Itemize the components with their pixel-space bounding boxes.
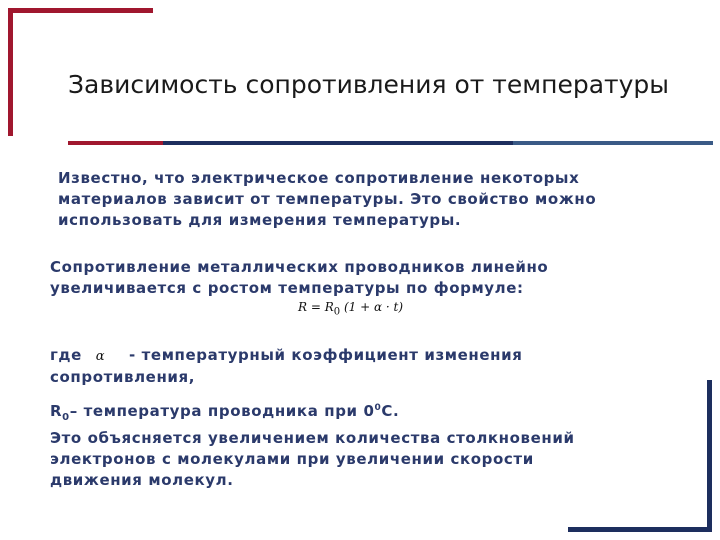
r0-letter: R <box>50 402 63 420</box>
formula-rhs: (1 + α · t) <box>340 300 404 314</box>
law-paragraph <box>50 257 548 299</box>
law-line: увеличивается с ростом температуры по формуле: <box>50 279 524 297</box>
formula-r0-subscript: 0 <box>333 306 341 318</box>
r0-text: – температура проводника при 0 <box>69 402 375 420</box>
explanation-paragraph <box>50 428 575 491</box>
intro-line: материалов зависит от температуры. Это свойство можно <box>58 190 597 208</box>
where-definition: - температурный коэффициент изменения <box>128 346 523 364</box>
r0-unit: С. <box>381 402 400 420</box>
explanation-line: Это объясняется увеличением количества столкновений <box>50 429 575 447</box>
explanation-line: движения молекул. <box>50 471 234 489</box>
r0-subscript: 0 <box>62 412 70 423</box>
r0-definition <box>50 398 399 428</box>
resistance-formula <box>298 300 403 317</box>
frame-bottom-right-vertical <box>707 380 712 532</box>
formula-equals: = <box>307 300 325 314</box>
law-line: Сопротивление металлических проводников линейно <box>50 258 549 276</box>
frame-bottom-right-horizontal <box>568 527 712 532</box>
where-prefix: где <box>50 346 82 364</box>
frame-top-left-horizontal <box>8 8 153 13</box>
alpha-symbol: α <box>95 349 106 364</box>
explanation-line: электронов с молекулами при увеличении скорости <box>50 450 534 468</box>
divider-steel <box>513 141 713 145</box>
r0-degree: 0 <box>374 403 382 413</box>
where-line2: сопротивления, <box>50 368 196 386</box>
intro-paragraph <box>58 168 596 231</box>
divider-red <box>68 141 163 145</box>
formula-lhs: R <box>298 300 308 314</box>
divider-navy <box>163 141 513 145</box>
formula-r0: R <box>324 300 334 314</box>
where-paragraph <box>50 345 522 388</box>
intro-line: Известно, что электрическое сопротивление некоторых <box>58 169 580 187</box>
intro-line: использовать для измерения температуры. <box>58 211 462 229</box>
slide-title: Зависимость сопротивления от температуры <box>68 70 669 99</box>
frame-top-left-vertical <box>8 8 13 136</box>
